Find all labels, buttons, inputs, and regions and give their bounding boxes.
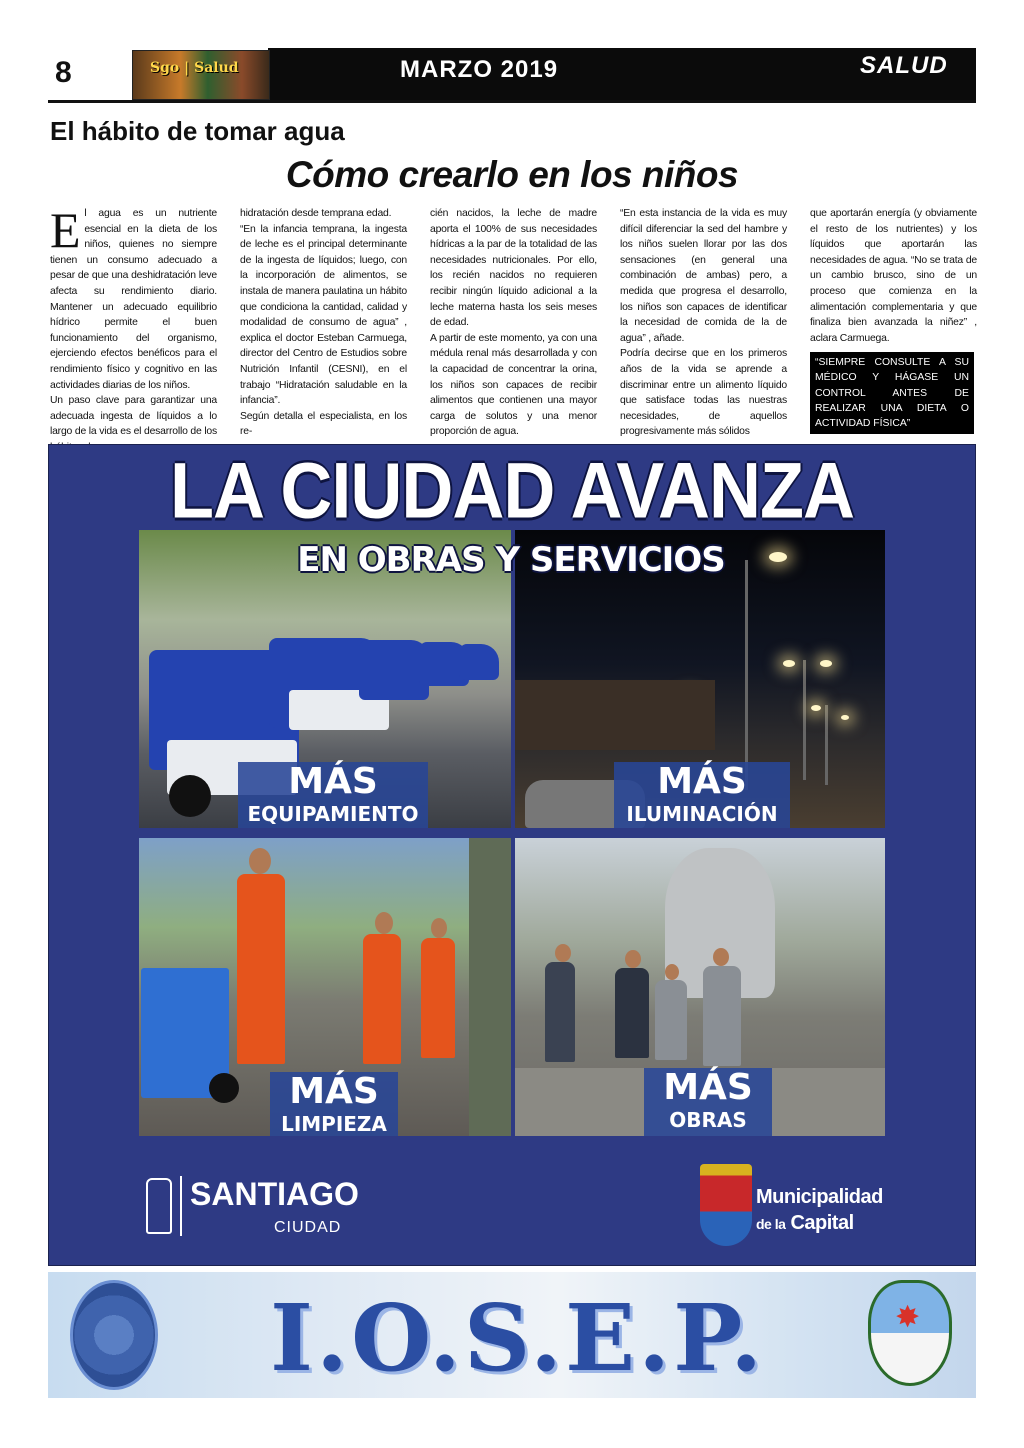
issue-date: MARZO 2019 [400,56,559,83]
label-mas: MÁS [288,761,378,802]
paragraph: Según detalla el especialista, en los re- [240,410,407,438]
logo-divider [180,1176,182,1236]
santiago-tower-icon [146,1178,172,1234]
paragraph: “En la infancia temprana, la ingesta de leche es el principal determinante de la ingesta de líquidos; luego, con la incorporación de alimentos, se instala de manera paulatina un hábito que condiciona la cantidad, calidad y modalidad de consumo de agua” , explica el doctor Esteban Carmuega, director del Centro de Estudios sobre Nutrición Infantil (CESNI), en el trabajo “Hidratación saludable en la infancia”. [240,223,407,407]
tile-label-equipment [238,762,428,828]
paragraph: cién nacidos, la leche de madre aporta el 100% de sus necesidades hídricas a la par de la totalidad de las necesidades nutricionales. Por ello, los recién nacidos no requieren recibir ningún líquido adicional a la leche materna hasta los seis meses de edad. [430,208,597,329]
municipality-capital-word: Capital [790,1212,854,1234]
star-icon: ✸ [895,1301,921,1334]
drop-cap: E [50,202,81,258]
tile-label-lighting [614,762,790,828]
worker-head-shape [665,964,679,980]
paragraph: Un paso clave para garantizar una adecuada ingesta de líquidos a lo largo de la vida es el desarrollo de los [50,395,217,438]
worker-head-shape [555,944,571,962]
lamp-pole-shape [825,705,828,785]
truck-shape [459,644,499,680]
wheel-shape [209,1073,239,1103]
lamp-pole-shape [745,560,748,790]
label-text: EQUIPAMIENTO [247,802,419,826]
municipal-crest-icon [700,1164,752,1246]
label-text: ILUMINACIÓN [626,802,778,826]
municipality-capital [756,1212,854,1235]
worker-head-shape [249,848,271,874]
worker-head-shape [375,912,393,934]
page-number: 8 [55,56,72,89]
tree-shape [469,838,511,1136]
article-column-3 [430,206,597,440]
paragraph: “En esta instancia de la vida es muy difícil diferenciar la sed del hambre y los niños suelen llorar por las dos sensaciones (en general una combinación de ambas) pero, a medida que progresa el desarrollo, los niños son capaces de identificar la necesidad de comida de la de agua” , añade. [620,208,787,344]
paragraph: hidratación desde temprana edad. [240,208,392,219]
tile-label-cleaning [270,1072,398,1136]
paragraph: A partir de este momento, ya con una médula renal más desarrollada y con la capacidad de concentrar la orina, los niños son capaces de recibir alimentos que contienen una mayor carga de solutos y una menor proporción de agua. [430,332,597,438]
article-kicker: El hábito de tomar agua [50,116,345,146]
label-mas: MÁS [657,761,747,802]
building-shape [515,680,715,750]
ad-subtitle: EN OBRAS Y SERVICIOS [297,540,725,580]
section-name: SALUD [860,52,948,79]
municipality-name: Municipalidad [756,1186,883,1208]
paragraph: que aportarán energía (y obviamente el resto de los nutrientes) y los líquidos que aportarán las necesidades de agua. “No se trata de un cambio brusco, sino de un proceso que comienza en la alimentación complementaria y que finaliza bien avanzada la niñez” , aclara Carmuega. [810,208,977,344]
santiago-logo-sub: CIUDAD [274,1219,342,1236]
worker-shape [545,962,575,1062]
label-mas: MÁS [663,1067,753,1108]
worker-head-shape [625,950,641,968]
article-column-4 [620,206,787,440]
lamp-glow-shape [783,660,795,667]
label-text: OBRAS [669,1108,747,1132]
paragraph: Podría decirse que en los primeros años de la vida se aprende a discriminar entre un alimento líquido que satisface todas las nuestras necesidades, de aquellos progresivamente más sólidos [620,348,787,438]
label-text: LIMPIEZA [281,1112,387,1136]
article-headline: Cómo crearlo en los niños [285,154,739,195]
worker-head-shape [713,948,729,966]
municipality-de-la: de la [756,1216,786,1232]
santiago-logo-name: SANTIAGO [190,1176,359,1212]
worker-shape [615,968,649,1058]
paragraph: l agua es un nutriente esencial en la dieta de los niños, quienes no siempre tienen un consumo adecuado a pesar de que una deshidratación leve afecta su rendimiento diario. Mantener un adecuado equilibrio hídrico permite el buen funcionamiento del organismo, ejerciendo efectos benéficos para el rendimiento físico y cognitivo en las actividades diarias de los niños. [50,208,217,391]
lamp-glow-shape [811,705,821,711]
worker-head-shape [431,918,447,938]
ad-title: LA CIUDAD AVANZA [170,447,854,535]
lamp-glow-shape [769,552,787,562]
pull-quote: “SIEMPRE CONSULTE A SU MÉDICO Y HÁGASE UN CONTROL ANTES DE REALIZAR UNA DIETA O ACTIVIDAD FÍSICA” [810,352,974,434]
lamp-glow-shape [820,660,832,667]
section-logo-text: Sgo | Salud [150,60,239,76]
article-column-5 [810,206,977,346]
article-column-1 [50,202,217,456]
tile-label-works [644,1068,772,1136]
worker-shape [421,938,455,1058]
wheel-shape [169,775,211,817]
worker-shape [363,934,401,1064]
iosep-banner-text: I.O.S.E.P. [270,1284,766,1392]
worker-shape [237,874,285,1064]
lamp-glow-shape [841,715,849,720]
worker-shape [655,980,687,1060]
lamp-pole-shape [803,660,806,780]
iosep-emblem-icon [70,1280,158,1390]
worker-shape [703,966,741,1066]
label-mas: MÁS [289,1071,379,1112]
article-column-2 [240,206,407,440]
